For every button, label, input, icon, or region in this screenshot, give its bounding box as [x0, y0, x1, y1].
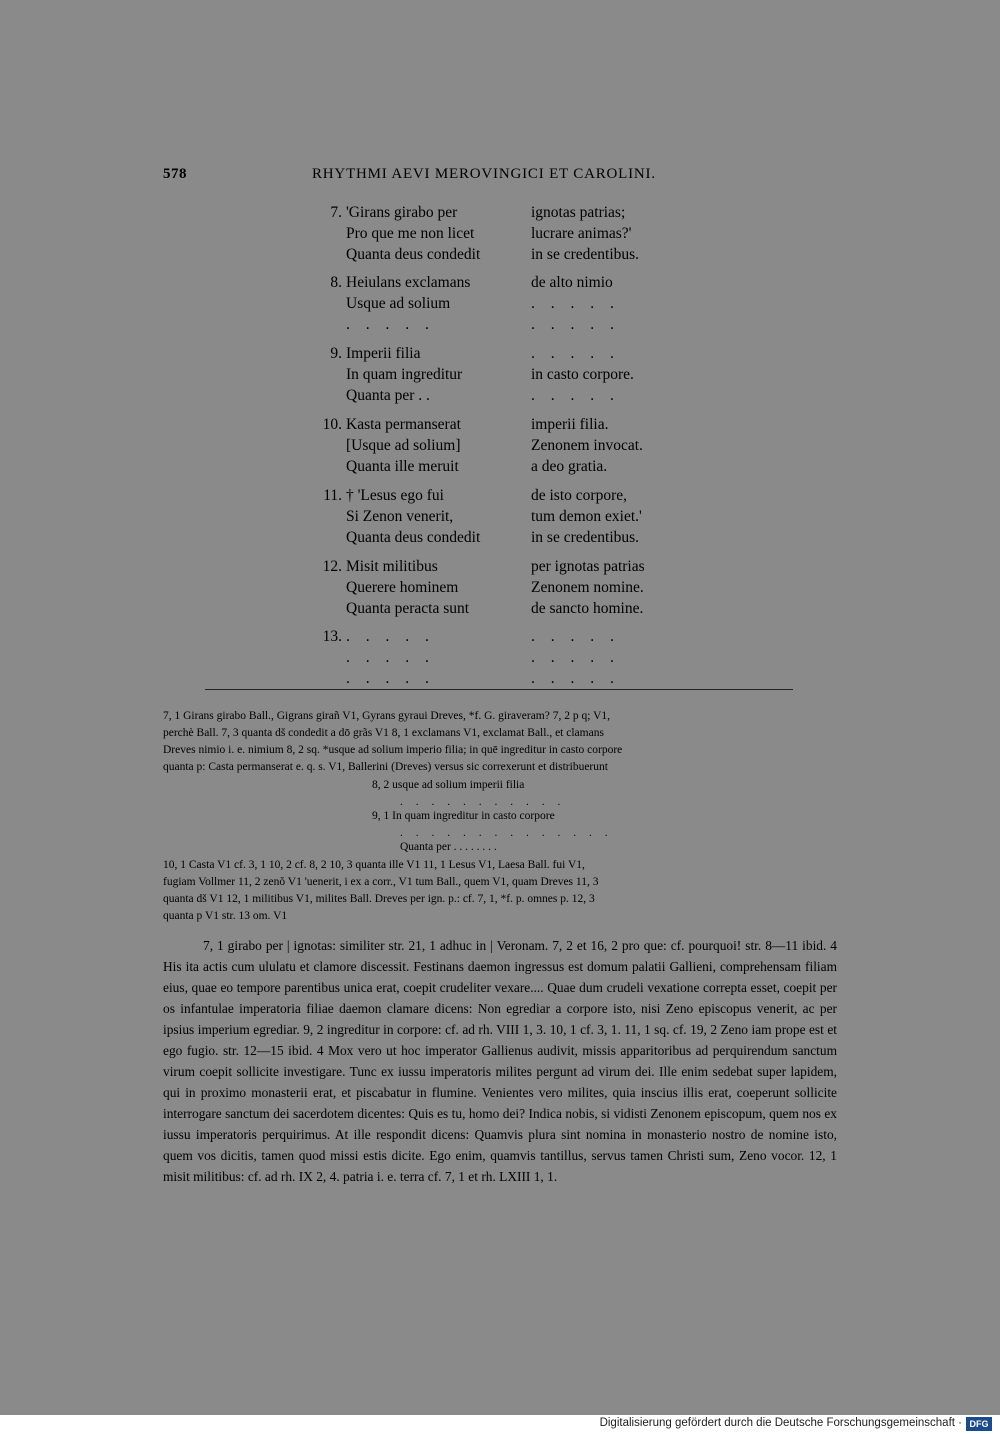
verse-first-half: Heiulans exclamans — [346, 274, 471, 291]
verse-second-half: de sancto homine. — [531, 600, 644, 617]
verse-second-half: . . . . . — [531, 628, 620, 645]
verse-first-half: Quanta per . . — [346, 387, 430, 404]
verse-first-half: Quanta deus condedit — [346, 529, 481, 546]
stanza — [310, 202, 710, 265]
stanza — [310, 556, 710, 619]
verse-second-half: . . . . . — [531, 295, 620, 312]
verse-first-half: [Usque ad solium] — [346, 437, 461, 454]
verse-second-half: a deo gratia. — [531, 458, 608, 475]
apparatus-dotted-line: . . . . . . . . . . . — [400, 796, 566, 808]
funding-credit: Digitalisierung gefördert durch die Deutsche Forschungsgemeinschaft · — [599, 1417, 962, 1429]
stanza-number: 11. — [323, 487, 342, 504]
verse-first-half: Quanta ille meruit — [346, 458, 459, 475]
apparatus-divider — [205, 689, 793, 690]
verse-second-half: ignotas patrias; — [531, 204, 626, 221]
commentary — [163, 935, 837, 1187]
verse-line — [310, 293, 710, 314]
verse-second-half: in se credentibus. — [531, 529, 640, 546]
verse-first-half: Quanta peracta sunt — [346, 600, 470, 617]
verse-first-half: . . . . . — [346, 649, 435, 666]
verse-first-half: Querere hominem — [346, 579, 459, 596]
stanza — [310, 414, 710, 477]
verse-second-half: imperii filia. — [531, 416, 609, 433]
verse-second-half: . . . . . — [531, 670, 620, 687]
apparatus-line: quanta p: Casta permanserat e. q. s. V1, Ballerini (Dreves) versus sic correxerunt et distribuerunt — [163, 761, 608, 773]
verse-line — [310, 343, 710, 364]
apparatus-block-1 — [163, 708, 837, 776]
verse-line — [310, 556, 710, 577]
verse-line — [310, 244, 710, 265]
verse-second-half: lucrare animas?' — [531, 225, 632, 242]
verse-line — [310, 506, 710, 527]
verse-first-half: Pro que me non licet — [346, 225, 475, 242]
apparatus-center-line: 9, 1 In quam ingreditur in casto corpore — [372, 810, 555, 822]
verse-second-half: Zenonem nomine. — [531, 579, 644, 596]
running-title: RHYTHMI AEVI MEROVINGICI ET CAROLINI. — [312, 166, 656, 182]
verse-first-half: Usque ad solium — [346, 295, 451, 312]
verse-line — [310, 364, 710, 385]
verse-line — [310, 647, 710, 668]
apparatus-line: 10, 1 Casta V1 cf. 3, 1 10, 2 cf. 8, 2 10, 3 quanta ille V1 11, 1 Lesus V1, Laesa Ball. fui V1, — [163, 859, 585, 871]
verse-first-half: † 'Lesus ego fui — [346, 487, 444, 504]
stanza-number: 12. — [322, 558, 342, 575]
verse-line — [310, 435, 710, 456]
verse-first-half: In quam ingreditur — [346, 366, 463, 383]
verse-line — [310, 414, 710, 435]
stanza-number: 9. — [330, 345, 342, 362]
digitization-footer — [0, 1415, 1000, 1434]
verse-line — [310, 385, 710, 406]
verse-line — [310, 272, 710, 293]
stanza — [310, 343, 710, 406]
apparatus-center-line: 8, 2 usque ad solium imperii filia — [372, 779, 525, 791]
verse-line — [310, 314, 710, 335]
commentary-paragraph: 7, 1 girabo per | ignotas: similiter str. 21, 1 adhuc in | Veronam. 7, 2 et 16, 2 pro que: cf. pourquoi! str. 8—11 ibid. 4 His ita actis cum ululatu et clamore discessit. Festinans daemon ingressus est domum palatii Gallieni, comprehensam filiam eius, quae eo tempore parentibus unica erat, coepit crudeliter vexare.... Quae dum crudeli vexatione correpta esset, coepit per os infantulae imperatoria filiae daemon clamare dicens: Non egrediar a corpore isto, nisi Zeno episcopus venerit, ac per ipsius imperium egrediar. 9, 2 ingreditur in corpore: cf. ad rh. VIII 1, 3. 10, 1 cf. 3, 1. 11, 1 sq. cf. 19, 2 Zeno iam prope est et ego fugio. str. 12—15 ibid. 4 Mox vero ut hoc imperator Gallienus audivit, missis apparitoribus ad perquirendum sanctum virum coepit sollicite investigare. Tunc ex iussu imperatoris milites pergunt ad virum dei. Ille enim sedebat super lapidem, qui in proximo monasterii erat, et piscabatur in flumine. Venientes vero milites, quia inscius illis erat, coeperunt sollicite interrogare sanctum dei sacerdotem dicentes: Quis es tu, homo dei? Indica nobis, si vidisti Zenonem episcopum, quem nos ex iussu imperatoris perquirimus. At ille respondit dicens: Quamvis plura sint nomina in monasterio nostro de nomine isto, quem vos dicitis, tamen quod missi estis dicite. Ego enim, quamvis tantillus, servus tamen Christi sum, Zeno vocor. 12, 1 misit militibus: cf. ad rh. IX 2, 4. patria i. e. terra cf. 7, 1 et rh. LXIII 1, 1. — [163, 938, 837, 1184]
verse-second-half: tum demon exiet.' — [531, 508, 642, 525]
stanza — [310, 485, 710, 548]
apparatus-line: perchè Ball. 7, 3 quanta dš condedit a dō grãs V1 8, 1 exclamans V1, exclamat Ball., et clamans — [163, 727, 604, 739]
verse-first-half: Imperii filia — [346, 345, 421, 362]
verse-second-half: . . . . . — [531, 345, 620, 362]
verse-line — [310, 577, 710, 598]
stanza — [310, 272, 710, 335]
verse-first-half: Kasta permanserat — [346, 416, 461, 433]
apparatus-line: quanta dš V1 12, 1 militibus V1, milites Ball. Dreves per ign. p.: cf. 7, 1, *f. p. omnes p. 12, 3 — [163, 893, 595, 905]
verse-second-half: de isto corpore, — [531, 487, 627, 504]
verse-first-half: Misit militibus — [346, 558, 438, 575]
verse-second-half: . . . . . — [531, 316, 620, 333]
verse-line — [310, 223, 710, 244]
verse-second-half: in casto corpore. — [531, 366, 634, 383]
verse-line — [310, 668, 710, 689]
stanza-number: 7. — [330, 204, 342, 221]
verse-second-half: in se credentibus. — [531, 246, 640, 263]
verse-second-half: Zenonem invocat. — [531, 437, 643, 454]
stanza — [310, 626, 710, 689]
verse-second-half: . . . . . — [531, 387, 620, 404]
verse-first-half: . . . . . — [346, 628, 435, 645]
verse-second-half: . . . . . — [531, 649, 620, 666]
verse-line — [310, 598, 710, 619]
verse-first-half: . . . . . — [346, 316, 435, 333]
verse-first-half: Quanta deus condedit — [346, 246, 481, 263]
verse-second-half: de alto nimio — [531, 274, 613, 291]
verse-first-half: Si Zenon venerit, — [346, 508, 454, 525]
stanza-number: 10. — [322, 416, 342, 433]
stanza-number: 8. — [330, 274, 342, 291]
stanza-number: 13. — [322, 628, 342, 645]
verse-first-half: . . . . . — [346, 670, 435, 687]
apparatus-line: quanta p V1 str. 13 om. V1 — [163, 910, 288, 922]
apparatus-center-line: Quanta per . . . . . . . . — [400, 841, 497, 853]
apparatus-block-2 — [163, 857, 837, 925]
verse-second-half: per ignotas patrias — [531, 558, 645, 575]
verse-line — [310, 202, 710, 223]
apparatus-line: Dreves nimio i. e. nimium 8, 2 sq. *usque ad solium imperio filia; in quē ingreditur in casto corpore — [163, 744, 623, 756]
apparatus-dotted-line: . . . . . . . . . . . . . . — [400, 827, 613, 839]
apparatus-line: fugiam Vollmer 11, 2 zenŏ V1 'uenerit, i ex a corr., V1 tum Ball., quem V1, quam Dreves 11, 3 — [163, 876, 599, 888]
apparatus-line: 7, 1 Girans girabo Ball., Gigrans girañ V1, Gyrans gyraui Dreves, *f. G. giraveram? 7, 2 p q; V1, — [163, 710, 611, 722]
verse-line — [310, 527, 710, 548]
verse-line — [310, 485, 710, 506]
verse-line — [310, 456, 710, 477]
dfg-logo: DFG — [966, 1417, 992, 1431]
verse-first-half: 'Girans girabo per — [346, 204, 458, 221]
page-number: 578 — [163, 166, 187, 182]
verse-line — [310, 626, 710, 647]
